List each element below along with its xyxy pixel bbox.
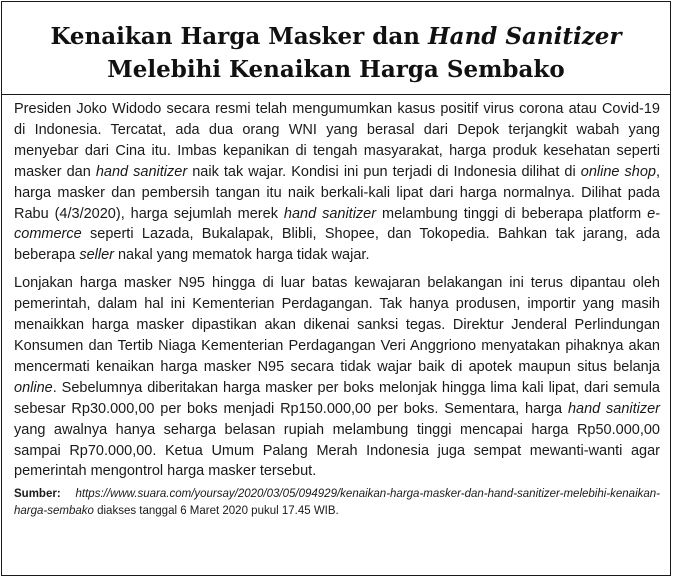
text-run: naik tak wajar. Kondisi ini pun terjadi di Indonesia dilihat di [187,163,581,180]
italic-run: online [14,379,53,396]
italic-run: seller [79,247,114,264]
paragraph-2 [14,273,660,482]
source-label: Sumber: [14,488,61,501]
text-run: nakal yang mematok harga tidak wajar. [113,247,370,264]
source-url: https://www.suara.com/yoursay/2020/03/05/094929/kenaikan-harga-masker-dan-hand-sanitizer-melebihi-kenaikan-harga-sembako [14,488,660,518]
source-accessed: diakses tanggal 6 Maret 2020 pukul 17.45 WIB. [93,505,339,518]
paragraph-1 [14,99,660,266]
text-run: yang awalnya hanya seharga belasan rupiah melambung tinggi mencapai harga Rp50.000,00 sampai Rp70.000,00. Ketua Umum Palang Merah Indonesia juga sempat mewanti-wanti agar pemerintah mengontrol harga masker tersebut. [14,421,660,480]
italic-run: hand sanitizer [283,205,377,222]
title-line-2: Melebihi Kenaikan Harga Sembako [107,56,565,83]
text-run: Lonjakan harga masker N95 hingga di luar batas kewajaran belakangan ini terus dipantau oleh pemerintah, dalam hal ini Kementerian Perdagangan. Tak hanya produsen, importir yang masih menaikkan harga masker dipastikan akan dikenai sanksi tegas. Direktur Jenderal Perlindungan Konsumen dan Tertib Niaga Kementerian Perdagangan Veri Anggriono menyatakan pihaknya akan mencermati kenaikan harga masker N95 secara tidak wajar baik di apotek maupun situs belanja [14,275,660,375]
italic-run: e-commerce [14,205,661,243]
title-text: Kenaikan Harga Masker dan [50,23,428,50]
italic-run: hand sanitizer [567,400,661,417]
text-run: , harga masker dan pembersih tangan itu naik berkali-kali lipat dari harga normalnya. Dilihat pada Rabu (4/3/2020), harga sejumlah merek [14,163,660,222]
title-italic-text: Hand Sanitizer [427,23,622,50]
text-run: . Sebelumnya diberitakan harga masker per boks melonjak hingga lima kali lipat, dari semula sebesar Rp30.000,00 per boks menjadi Rp150.000,00 per boks. Sementara, harga [14,379,660,417]
title-line-1 [16,20,656,53]
text-run: Presiden Joko Widodo secara resmi telah mengumumkan kasus positif virus corona atau Covid-19 di Indonesia. Tercatat, ada dua orang WNI yang berasal dari Depok terjangkit wabah yang menyebar dari Cina itu. Imbas kepanikan di tengah masyarakat, harga produk kesehatan seperti masker dan [14,101,660,180]
source-citation [14,486,660,520]
italic-run: online shop [580,163,656,180]
article-box [1,1,671,576]
article-title [16,20,656,86]
italic-run: hand sanitizer [95,163,188,180]
text-run: seperti Lazada, Bukalapak, Blibli, Shopee, dan Tokopedia. Bahkan tak jarang, ada beberapa [14,226,660,264]
title-divider [2,94,670,95]
article-body [14,99,660,520]
text-run: melambung tinggi di beberapa platform [376,205,648,222]
